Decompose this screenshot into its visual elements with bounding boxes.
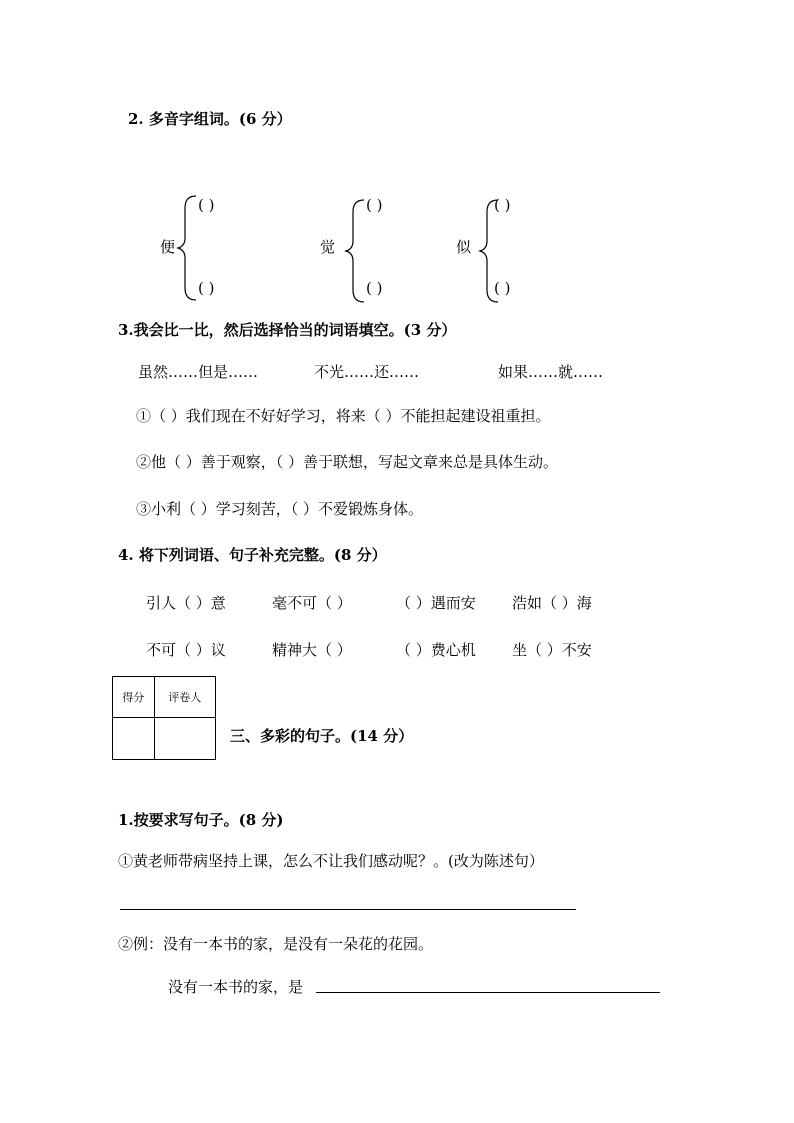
q2-char-1: 便: [160, 238, 176, 256]
score-cell[interactable]: [113, 718, 155, 760]
q2-char-2: 觉: [320, 238, 336, 256]
q3-option-2: 不光……还……: [314, 363, 420, 381]
answer-line-2[interactable]: [316, 992, 660, 993]
q3-title: 3.我会比一比，然后选择恰当的词语填空。(3 分）: [118, 321, 457, 339]
brace-icon: [176, 194, 198, 302]
s3-q1-item-1: ①黄老师带病坚持上课，怎么不让我们感动呢？。(改为陈述句）: [118, 852, 544, 870]
q3-item-2[interactable]: ②他（ ）善于观察，（ ）善于联想，写起文章来总是具体生动。: [136, 453, 559, 471]
q2-char-3: 似: [456, 238, 472, 256]
q2-blank-2-top[interactable]: ( ): [366, 196, 383, 214]
s3-q1-title: 1.按要求写句子。(8 分): [118, 811, 284, 829]
grader-cell[interactable]: [154, 718, 215, 760]
section-3-title: 三、多彩的句子。(14 分）: [230, 727, 414, 745]
q3-option-3: 如果……就……: [498, 363, 604, 381]
brace-icon: [344, 198, 366, 304]
q2-blank-2-bottom[interactable]: ( ): [366, 279, 383, 297]
q4-row1-item-4[interactable]: 浩如（ ）海: [512, 594, 592, 612]
s3-q1-item-2: ②例：没有一本书的家，是没有一朵花的花园。: [118, 935, 434, 953]
q2-blank-3-top[interactable]: ( ): [494, 196, 511, 214]
q4-row1-item-2[interactable]: 毫不可（ ）: [272, 594, 352, 612]
q3-item-3[interactable]: ③小利（ ）学习刻苦，（ ）不爱锻炼身体。: [136, 500, 424, 518]
q4-row2-item-3[interactable]: （ ）费心机: [396, 641, 476, 659]
q2-blank-3-bottom[interactable]: ( ): [494, 279, 511, 297]
q4-row2-item-4[interactable]: 坐（ ）不安: [512, 641, 592, 659]
score-label: 得分: [113, 677, 155, 718]
q2-title: 2. 多音字组词。(6 分）: [128, 110, 292, 128]
grader-label: 评卷人: [154, 677, 215, 718]
q2-blank-1-top[interactable]: ( ): [198, 196, 215, 214]
q4-row2-item-1[interactable]: 不可（ ）议: [146, 641, 226, 659]
q3-option-1: 虽然……但是……: [138, 363, 259, 381]
q4-title: 4. 将下列词语、句子补充完整。(8 分）: [118, 546, 387, 564]
answer-line-1[interactable]: [120, 909, 576, 910]
score-box: [112, 676, 216, 760]
q4-row1-item-1[interactable]: 引人（ ）意: [146, 594, 226, 612]
s3-q1-item-2-prompt: 没有一本书的家，是: [168, 978, 304, 996]
q2-blank-1-bottom[interactable]: ( ): [198, 279, 215, 297]
q4-row1-item-3[interactable]: （ ）遇而安: [396, 594, 476, 612]
q4-row2-item-2[interactable]: 精神大（ ）: [272, 641, 352, 659]
q3-item-1[interactable]: ①（ ）我们现在不好好学习，将来（ ）不能担起建设祖重担。: [136, 407, 551, 425]
